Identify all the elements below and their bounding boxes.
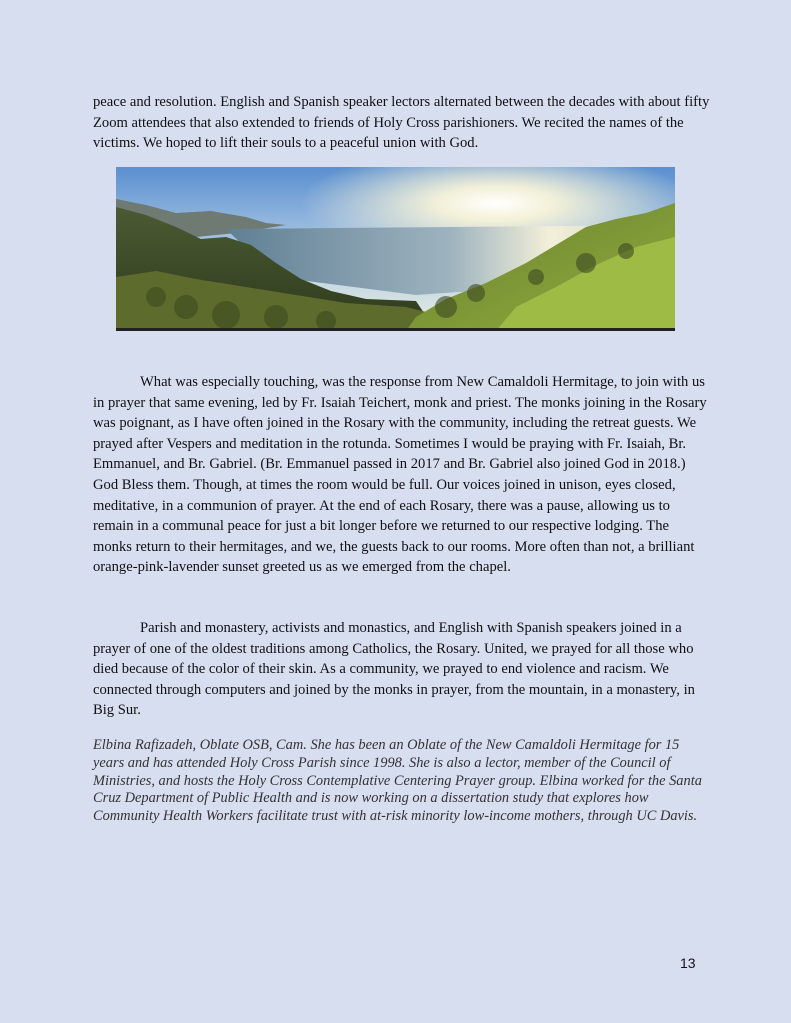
conclusion-paragraph: Parish and monastery, activists and monastics, and English with Spanish speakers joined in a prayer of one of the oldest traditions among Catholics, the Rosary. United, we prayed for all those who died because of the color of their skin. As a community, we prayed to end violence and racism. We connected through computers and joined by the monks in prayer, from the mountain, in a monastery, in Big Sur. bbox=[93, 620, 695, 719]
page-number: 13 bbox=[680, 955, 696, 971]
author-bio: Elbina Rafizadeh, Oblate OSB, Cam. She has been an Oblate of the New Camaldoli Hermitage for 15 years and has attended Holy Cross Parish since 1998. She is also a lector, member of the Council of Ministries, and hosts the Holy Cross Contemplative Centering Prayer group. Elbina worked for the Santa Cruz Department of Public Health and is now working on a dissertation study that explores how Community Health Workers facilitate trust with at-risk minority low-income mothers, through UC Davis. bbox=[93, 737, 702, 825]
intro-paragraph: peace and resolution. English and Spanish speaker lectors alternated between the decades with about fifty Zoom attendees that also extended to friends of Holy Cross parishioners. We recited the names of the victims. We hoped to lift their souls to a peaceful union with God. bbox=[93, 94, 710, 152]
big-sur-coastline-photo bbox=[116, 167, 675, 331]
hermitage-paragraph: What was especially touching, was the response from New Camaldoli Hermitage, to join with us in prayer that same evening, led by Fr. Isaiah Teichert, monk and priest. The monks joining in the Rosary was poignant, as I have often joined in the Rosary with the community, including the retreat guests. We prayed after Vespers and meditation in the rotunda. Sometimes I would be praying with Fr. Isaiah, Br. Emmanuel, and Br. Gabriel. (Br. Emmanuel passed in 2017 and Br. Gabriel also joined God in 2018.) God Bless them. Though, at times the room would be full. Our voices joined in unison, eyes closed, meditative, in a communion of prayer. At the end of each Rosary, there was a pause, allowing us to remain in a communal peace for just a bit longer before we returned to our respective lodging. The monks return to their hermitages, and we, the guests back to our rooms. More often than not, a brilliant orange-pink-lavender sunset greeted us as we emerged from the chapel. bbox=[93, 374, 707, 576]
